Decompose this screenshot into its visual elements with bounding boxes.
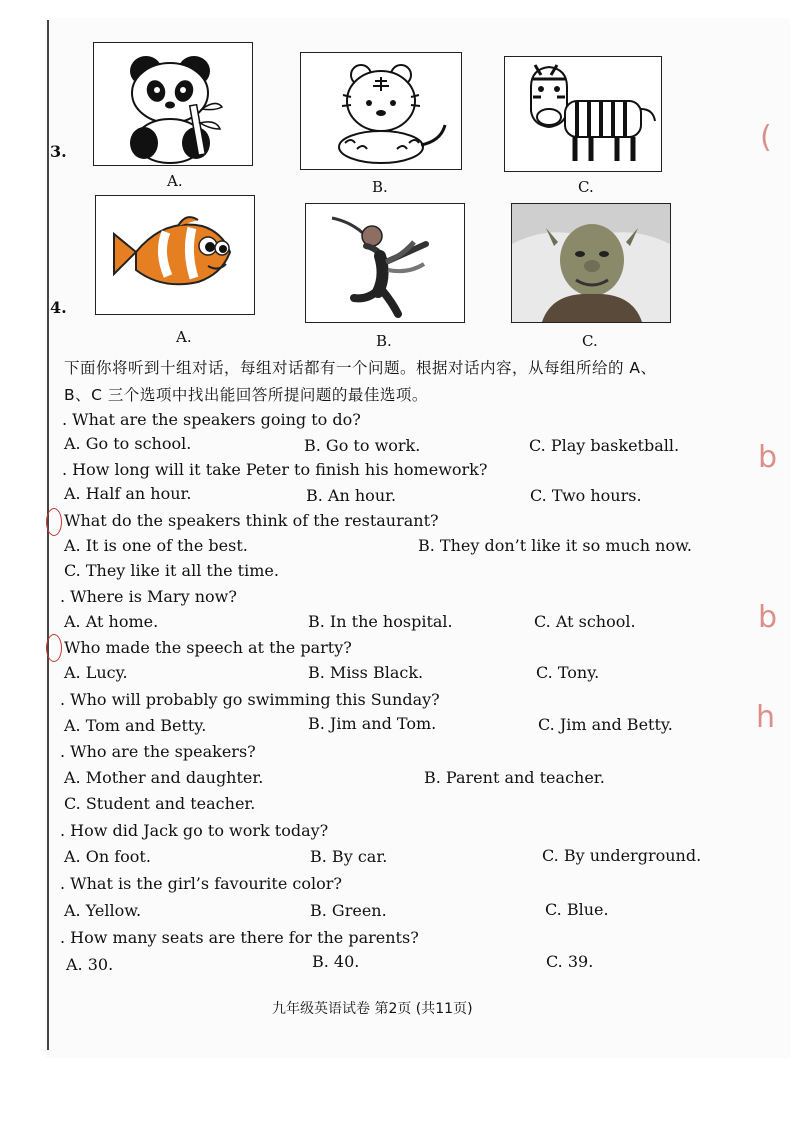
picture-option-a[interactable] xyxy=(95,195,255,315)
question-text: What do the speakers think of the restaurant? xyxy=(64,511,439,530)
option-label-c: C. xyxy=(578,178,594,196)
picture-option-c[interactable] xyxy=(511,203,671,323)
section-instruction: 下面你将听到十组对话，每组对话都有一个问题。根据对话内容，从每组所给的 A、 xyxy=(64,359,657,377)
answer-option-c[interactable]: C. Tony. xyxy=(536,663,600,682)
page-footer: 九年级英语试卷 第2页 (共11页) xyxy=(272,1001,473,1017)
answer-option-a[interactable]: A. Tom and Betty. xyxy=(64,716,207,735)
section-instruction: B、C 三个选项中找出能回答所提问题的最佳选项。 xyxy=(64,386,428,404)
answer-option-b[interactable]: B. They don’t like it so much now. xyxy=(418,536,692,555)
picture-option-b[interactable] xyxy=(305,203,465,323)
answer-option-b[interactable]: B. Parent and teacher. xyxy=(424,768,605,787)
question-text: . What are the speakers going to do? xyxy=(62,410,361,429)
answer-option-a[interactable]: A. 30. xyxy=(66,955,114,974)
answer-option-a[interactable]: A. At home. xyxy=(64,612,159,631)
annotation-circle-icon xyxy=(46,508,62,536)
answer-option-c[interactable]: C. By underground. xyxy=(542,846,702,865)
question-text: . Who are the speakers? xyxy=(60,742,256,761)
monkey-king-icon xyxy=(306,204,464,322)
question-text: . What is the girl’s favourite color? xyxy=(60,874,342,893)
option-label-c: C. xyxy=(582,332,598,350)
answer-option-a[interactable]: A. Yellow. xyxy=(64,901,142,920)
question-text: . Where is Mary now? xyxy=(60,587,237,606)
answer-option-a[interactable]: A. It is one of the best. xyxy=(64,536,248,555)
option-label-a: A. xyxy=(167,172,183,190)
answer-option-b[interactable]: B. Miss Black. xyxy=(308,663,424,682)
answer-option-b[interactable]: B. 40. xyxy=(312,952,360,971)
answer-option-a[interactable]: A. On foot. xyxy=(64,847,151,866)
answer-option-b[interactable]: B. Green. xyxy=(310,901,387,920)
answer-option-c[interactable]: C. Jim and Betty. xyxy=(538,715,673,734)
option-label-b: B. xyxy=(376,332,392,350)
picture-option-c[interactable] xyxy=(504,56,662,172)
answer-option-c[interactable]: C. They like it all the time. xyxy=(64,561,279,580)
binding-margin-line xyxy=(47,20,49,1050)
answer-option-c[interactable]: C. Blue. xyxy=(545,900,609,919)
answer-option-c[interactable]: C. At school. xyxy=(534,612,636,631)
answer-option-c[interactable]: C. 39. xyxy=(546,952,594,971)
answer-option-a[interactable]: A. Mother and daughter. xyxy=(64,768,264,787)
margin-mark-icon: b xyxy=(758,440,778,475)
question-text: . How long will it take Peter to finish his homework? xyxy=(62,460,488,479)
answer-option-b[interactable]: B. Jim and Tom. xyxy=(308,714,437,733)
question-number: 4. xyxy=(50,298,67,317)
answer-option-c[interactable]: C. Student and teacher. xyxy=(64,794,256,813)
answer-option-c[interactable]: C. Play basketball. xyxy=(529,436,680,455)
answer-option-b[interactable]: B. By car. xyxy=(310,847,388,866)
zebra-icon xyxy=(505,57,661,171)
margin-mark-icon: ( xyxy=(760,120,772,155)
question-text: . How did Jack go to work today? xyxy=(60,821,329,840)
annotation-circle-icon xyxy=(46,634,62,662)
margin-mark-icon: b xyxy=(758,600,778,635)
picture-option-a[interactable] xyxy=(93,42,253,166)
clownfish-icon xyxy=(96,196,254,314)
answer-option-b[interactable]: B. In the hospital. xyxy=(308,612,453,631)
answer-option-a[interactable]: A. Go to school. xyxy=(64,434,192,453)
margin-mark-icon: h xyxy=(756,700,776,735)
ogre-icon xyxy=(512,204,670,322)
question-text: Who made the speech at the party? xyxy=(64,638,352,657)
question-number: 3. xyxy=(50,142,67,161)
answer-option-b[interactable]: B. An hour. xyxy=(306,486,397,505)
question-text: . Who will probably go swimming this Sunday? xyxy=(60,690,440,709)
answer-option-b[interactable]: B. Go to work. xyxy=(304,436,421,455)
panda-icon xyxy=(94,43,252,165)
answer-option-c[interactable]: C. Two hours. xyxy=(530,486,642,505)
option-label-a: A. xyxy=(176,328,192,346)
answer-option-a[interactable]: A. Half an hour. xyxy=(64,484,192,503)
question-text: . How many seats are there for the parents? xyxy=(60,928,419,947)
option-label-b: B. xyxy=(372,178,388,196)
answer-option-a[interactable]: A. Lucy. xyxy=(64,663,128,682)
tiger-icon xyxy=(301,53,461,169)
picture-option-b[interactable] xyxy=(300,52,462,170)
